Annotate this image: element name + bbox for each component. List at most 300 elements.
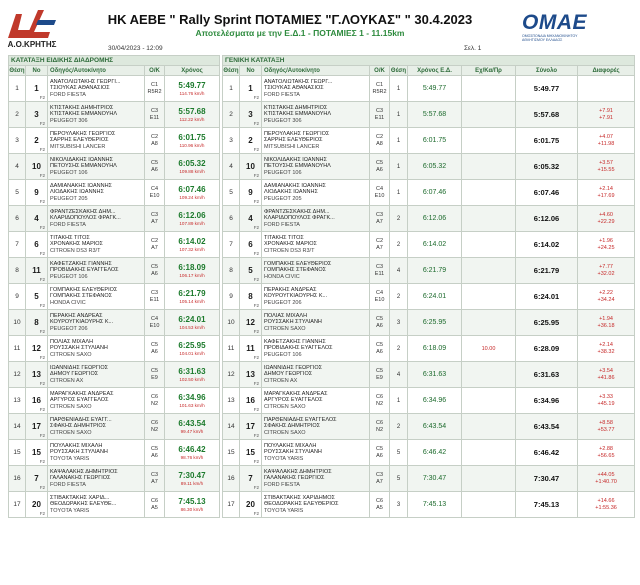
average-speed: 104.01 km/h bbox=[179, 350, 205, 356]
position-cell: 16 bbox=[223, 466, 240, 492]
codriver-name: ΘΕΟΔΩΡΑΚΗΣ ΕΛΕΥΘΕ... bbox=[50, 501, 117, 508]
codriver-name: ΔΗΜΟΥ ΓΕΩΡΓΙΟΣ bbox=[264, 371, 313, 378]
class-label: F2 bbox=[253, 173, 259, 178]
group-class-cell bbox=[145, 336, 165, 362]
group-class-cell bbox=[145, 180, 165, 206]
crew-cell bbox=[262, 154, 370, 180]
codriver-name: ΧΡΟΝΑΚΗΣ ΜΑΡΙΟΣ bbox=[264, 241, 317, 248]
group-class-cell bbox=[370, 466, 390, 492]
class-code: A8 bbox=[376, 140, 383, 147]
codriver-name: ΠΡΟΒΙΔΑΚΗΣ ΕΥΑΓΓΕΛΟΣ bbox=[264, 345, 333, 352]
col-header: Νο bbox=[26, 66, 48, 76]
position-cell: 3 bbox=[9, 128, 26, 154]
average-speed: 109.24 km/h bbox=[179, 194, 205, 200]
stage-time-cell bbox=[165, 310, 220, 336]
diff-leader: +45.19 bbox=[597, 400, 615, 407]
position-cell: 6 bbox=[223, 206, 240, 232]
class-label: F2 bbox=[39, 329, 45, 334]
stage-time-cell bbox=[165, 128, 220, 154]
class-code: N2 bbox=[375, 400, 384, 407]
class-code: A7 bbox=[376, 244, 383, 251]
car-number: 13 bbox=[246, 370, 255, 379]
group-class-cell bbox=[370, 492, 390, 518]
driver-name: ΠΕΡΟΥΛΑΚΗΣ ΓΕΩΡΓΙΟΣ bbox=[264, 130, 330, 137]
stage-time-cell bbox=[165, 232, 220, 258]
car-number: 15 bbox=[32, 448, 41, 457]
average-speed: 86.30 km/h bbox=[180, 506, 204, 512]
car-number: 12 bbox=[246, 318, 255, 327]
group-code: C4 bbox=[375, 185, 384, 192]
col-header: Θέση bbox=[9, 67, 25, 74]
diff-leader: +1:55.36 bbox=[595, 504, 617, 511]
table-row bbox=[223, 284, 635, 310]
car-model: FORD FIESTA bbox=[50, 481, 86, 488]
stage-time-cell bbox=[165, 258, 220, 284]
differences-cell bbox=[578, 128, 635, 154]
group-code: C4 bbox=[150, 185, 159, 192]
crew-cell bbox=[262, 466, 370, 492]
stage-time-cell: 5:49.77 bbox=[408, 76, 462, 102]
class-position-cell: 5 bbox=[390, 466, 408, 492]
penalty-cell bbox=[462, 414, 516, 440]
class-label: F2 bbox=[253, 199, 259, 204]
group-code: C5 bbox=[150, 341, 159, 348]
penalty-cell bbox=[462, 206, 516, 232]
crew-cell bbox=[262, 258, 370, 284]
group-code: C5 bbox=[150, 445, 159, 452]
position-cell: 8 bbox=[9, 258, 26, 284]
stage-time: 6:43.54 bbox=[178, 418, 206, 428]
group-class-cell bbox=[370, 258, 390, 284]
driver-name: ΙΩΑΝΝΙΔΗΣ ΓΕΩΡΓΙΟΣ bbox=[264, 364, 323, 371]
table-row bbox=[9, 128, 220, 154]
position-cell: 15 bbox=[223, 440, 240, 466]
driver-name: ΠΑΡΘΕΝΙΑΔΗΣ ΕΥΑΓΓ... bbox=[50, 416, 112, 423]
class-label: F2 bbox=[253, 355, 259, 360]
stage-time-cell: 6:46.42 bbox=[408, 440, 462, 466]
position-cell: 12 bbox=[9, 362, 26, 388]
position-cell: 8 bbox=[223, 258, 240, 284]
class-label: F2 bbox=[39, 355, 45, 360]
class-code: A6 bbox=[151, 348, 158, 355]
codriver-name: ΓΑΛΑΝΑΚΗΣ ΓΕΩΡΓΙΟΣ bbox=[264, 475, 325, 482]
driver-name: ΤΙΤΑΚΗΣ ΤΙΤΟΣ bbox=[264, 234, 304, 241]
group-class-cell bbox=[145, 388, 165, 414]
differences-cell bbox=[578, 440, 635, 466]
group-code: C5 bbox=[150, 367, 159, 374]
car-number-cell bbox=[240, 180, 262, 206]
driver-name: ΠΕΡΟΥΛΑΚΗΣ ΓΕΩΡΓΙΟΣ bbox=[50, 130, 116, 137]
car-model: PEUGEOT 106 bbox=[50, 169, 88, 176]
differences-cell bbox=[578, 232, 635, 258]
crew-cell bbox=[48, 284, 145, 310]
position-cell: 10 bbox=[223, 310, 240, 336]
class-code: N2 bbox=[150, 426, 159, 433]
codriver-name: ΣΑΡΡΗΣ ΕΛΕΥΘΕΡΙΟΣ bbox=[264, 137, 323, 144]
page-subtitle: Αποτελέσματα με την Ε.Δ.1 - ΠΟΤΑΜΙΕΣ 1 - 11.15km bbox=[195, 28, 405, 38]
car-number-cell bbox=[240, 414, 262, 440]
group-code: C4 bbox=[150, 315, 159, 322]
group-code: C1 bbox=[150, 81, 159, 88]
class-label: F2 bbox=[39, 381, 45, 386]
group-code: C5 bbox=[375, 315, 384, 322]
car-model: PEUGEOT 206 bbox=[50, 325, 88, 332]
print-datetime: 30/04/2023 - 12:09 bbox=[108, 45, 163, 52]
codriver-name: ΛΙΟΔΑΚΗΣ ΙΩΑΝΝΗΣ bbox=[264, 189, 318, 196]
class-code: E10 bbox=[149, 322, 160, 329]
stage-time: 6:31.63 bbox=[178, 366, 206, 376]
car-model: PEUGEOT 206 bbox=[264, 299, 302, 306]
total-time-cell: 7:45.13 bbox=[516, 492, 578, 518]
group-code: C3 bbox=[375, 211, 384, 218]
crew-cell bbox=[48, 76, 145, 102]
table-row bbox=[9, 154, 220, 180]
car-number: 9 bbox=[248, 188, 253, 197]
group-code: C6 bbox=[375, 497, 384, 504]
car-number: 16 bbox=[32, 396, 41, 405]
diff-previous: +2.22 bbox=[599, 289, 613, 296]
table-row bbox=[9, 466, 220, 492]
group-class-cell bbox=[370, 76, 390, 102]
class-position-cell: 4 bbox=[390, 362, 408, 388]
car-model: CITROEN AX bbox=[264, 377, 298, 384]
stage-time: 6:05.32 bbox=[178, 158, 206, 168]
group-class-cell bbox=[145, 76, 165, 102]
group-class-cell bbox=[370, 180, 390, 206]
stage-time: 6:24.01 bbox=[178, 314, 206, 324]
group-code: C6 bbox=[150, 497, 159, 504]
total-time-cell: 6:43.54 bbox=[516, 414, 578, 440]
differences-cell bbox=[578, 154, 635, 180]
col-header: Οδηγός/Αυτοκίνητο bbox=[262, 66, 370, 76]
car-model: FORD FIESTA bbox=[264, 91, 300, 98]
car-number: 5 bbox=[34, 292, 39, 301]
position-cell: 16 bbox=[9, 466, 26, 492]
average-speed: 102.50 km/h bbox=[179, 376, 205, 382]
car-number: 6 bbox=[34, 240, 39, 249]
stage-time-cell: 7:45.13 bbox=[408, 492, 462, 518]
crew-cell bbox=[48, 388, 145, 414]
group-code: C3 bbox=[375, 263, 384, 270]
crew-cell bbox=[262, 180, 370, 206]
crew-cell bbox=[262, 310, 370, 336]
class-label: F2 bbox=[39, 95, 45, 100]
penalty-cell bbox=[462, 466, 516, 492]
car-number: 15 bbox=[246, 448, 255, 457]
total-time-cell: 7:30.47 bbox=[516, 466, 578, 492]
codriver-name: ΑΡΓΥΡΟΣ ΕΥΑΓΓΕΛΟΣ bbox=[50, 397, 109, 404]
stage-time-cell bbox=[165, 102, 220, 128]
diff-previous: +2.88 bbox=[599, 445, 613, 452]
class-label: F2 bbox=[253, 277, 259, 282]
car-number: 10 bbox=[32, 162, 41, 171]
class-position-cell: 2 bbox=[390, 284, 408, 310]
col-header: Θέση bbox=[390, 67, 407, 74]
crew-cell bbox=[262, 492, 370, 518]
driver-name: ΚΤΙΣΤΑΚΗΣ ΔΗΜΗΤΡΙΟΣ bbox=[264, 104, 328, 111]
group-code: C2 bbox=[375, 237, 384, 244]
codriver-name: ΤΣΙΟΥΚΑΣ ΑΘΑΝΑΣΙΟΣ bbox=[50, 85, 110, 92]
diff-leader: +17.69 bbox=[597, 192, 615, 199]
differences-cell bbox=[578, 284, 635, 310]
group-code: C5 bbox=[375, 367, 384, 374]
class-code: N2 bbox=[375, 426, 384, 433]
average-speed: 106.17 km/h bbox=[179, 272, 205, 278]
codriver-name: ΚΛΑΡΙΔΟΠΟΥΛΟΣ ΦΡΑΓΚ... bbox=[50, 215, 121, 222]
position-cell: 4 bbox=[223, 154, 240, 180]
stage-time-cell bbox=[165, 388, 220, 414]
car-number-cell bbox=[26, 206, 48, 232]
average-speed: 114.76 km/h bbox=[179, 90, 205, 96]
class-code: R5R2 bbox=[147, 88, 162, 95]
class-code: A7 bbox=[376, 478, 383, 485]
class-label: F2 bbox=[39, 485, 45, 490]
table-row bbox=[223, 414, 635, 440]
car-model: FORD FIESTA bbox=[264, 481, 300, 488]
position-cell: 11 bbox=[9, 336, 26, 362]
table-row bbox=[223, 258, 635, 284]
average-speed: 110.96 km/h bbox=[179, 142, 205, 148]
results-header bbox=[0, 0, 640, 56]
group-class-cell bbox=[370, 414, 390, 440]
stage-time: 6:18.09 bbox=[178, 262, 206, 272]
club-logo bbox=[4, 8, 56, 48]
car-model: CITROEN SAXO bbox=[50, 429, 92, 436]
total-time-cell: 6:31.63 bbox=[516, 362, 578, 388]
car-number-cell bbox=[240, 388, 262, 414]
table-row bbox=[223, 362, 635, 388]
car-number: 3 bbox=[248, 110, 253, 119]
position-cell: 1 bbox=[223, 76, 240, 102]
penalty-cell bbox=[462, 180, 516, 206]
table-row bbox=[9, 76, 220, 102]
class-code: E11 bbox=[149, 114, 160, 121]
average-speed: 104.53 km/h bbox=[179, 324, 205, 330]
class-position-cell: 2 bbox=[390, 232, 408, 258]
group-class-cell bbox=[370, 362, 390, 388]
class-position-cell: 4 bbox=[390, 258, 408, 284]
position-cell: 2 bbox=[223, 102, 240, 128]
crew-cell bbox=[262, 388, 370, 414]
driver-name: ΜΑΡΑΓΚΑΚΗΣ ΑΝΔΡΕΑΣ bbox=[264, 390, 328, 397]
codriver-name: ΧΡΟΝΑΚΗΣ ΜΑΡΙΟΣ bbox=[50, 241, 103, 248]
car-model: FORD FIESTA bbox=[50, 91, 86, 98]
position-cell: 6 bbox=[9, 206, 26, 232]
class-position-cell: 1 bbox=[390, 128, 408, 154]
group-code: C5 bbox=[150, 159, 159, 166]
class-code: A7 bbox=[151, 478, 158, 485]
class-code: A7 bbox=[151, 218, 158, 225]
penalty-cell bbox=[462, 128, 516, 154]
table-row bbox=[9, 258, 220, 284]
driver-name: ΙΩΑΝΝΙΔΗΣ ΓΕΩΡΓΙΟΣ bbox=[50, 364, 109, 371]
stage-time-cell bbox=[165, 336, 220, 362]
table-row bbox=[223, 102, 635, 128]
car-number-cell bbox=[26, 362, 48, 388]
position-cell: 14 bbox=[223, 414, 240, 440]
car-number-cell bbox=[26, 154, 48, 180]
car-number: 8 bbox=[248, 292, 253, 301]
car-number-cell bbox=[26, 232, 48, 258]
class-position-cell: 2 bbox=[390, 336, 408, 362]
car-number-cell bbox=[26, 102, 48, 128]
group-class-cell bbox=[145, 258, 165, 284]
diff-leader: +56.65 bbox=[597, 452, 615, 459]
group-code: C6 bbox=[375, 419, 384, 426]
car-number-cell bbox=[240, 76, 262, 102]
class-label: F2 bbox=[39, 251, 45, 256]
col-header: Χρόνος Ε.Δ. bbox=[408, 66, 462, 76]
group-class-cell bbox=[370, 232, 390, 258]
car-number-cell bbox=[26, 440, 48, 466]
car-number-cell bbox=[240, 284, 262, 310]
group-code: C5 bbox=[375, 159, 384, 166]
class-label: F2 bbox=[253, 407, 259, 412]
total-time-cell: 6:34.96 bbox=[516, 388, 578, 414]
position-cell: 7 bbox=[9, 232, 26, 258]
diff-previous: +3.54 bbox=[599, 367, 613, 374]
diff-previous: +1.96 bbox=[599, 237, 613, 244]
group-class-cell bbox=[370, 310, 390, 336]
group-code: C5 bbox=[150, 263, 159, 270]
car-model: PEUGEOT 306 bbox=[50, 117, 88, 124]
stage-time: 7:45.13 bbox=[178, 496, 206, 506]
class-code: E11 bbox=[374, 114, 385, 121]
diff-previous: +4.60 bbox=[599, 211, 613, 218]
diff-leader: +22.29 bbox=[597, 218, 615, 225]
driver-name: ΓΟΜΠΑΚΗΣ ΕΛΕΥΘΕΡΙΟΣ bbox=[264, 260, 332, 267]
stage-time-cell: 6:05.32 bbox=[408, 154, 462, 180]
car-model: PEUGEOT 205 bbox=[264, 195, 302, 202]
table-row bbox=[223, 154, 635, 180]
car-number-cell bbox=[240, 310, 262, 336]
driver-name: ΚΤΙΣΤΑΚΗΣ ΔΗΜΗΤΡΙΟΣ bbox=[50, 104, 114, 111]
federation-logo-subtitle: ΟΜΟΣΠΟΝΔΙΑ ΜΗΧΑΝΟΚΙΝΗΤΟΥ ΑΘΛΗΤΙΣΜΟΥ ΕΛΛΑΔΟΣ bbox=[522, 34, 578, 42]
total-time-cell: 5:57.68 bbox=[516, 102, 578, 128]
group-class-cell bbox=[145, 284, 165, 310]
car-model: PEUGEOT 106 bbox=[50, 273, 88, 280]
car-model: CITROEN DS3 R3/T bbox=[264, 247, 315, 254]
crew-cell bbox=[262, 206, 370, 232]
diff-previous: +2.14 bbox=[599, 185, 613, 192]
stage-time: 5:49.77 bbox=[178, 80, 206, 90]
car-number: 16 bbox=[246, 396, 255, 405]
table-row bbox=[9, 102, 220, 128]
table-row bbox=[223, 336, 635, 362]
car-number-cell bbox=[26, 466, 48, 492]
car-number: 8 bbox=[34, 318, 39, 327]
group-code: C5 bbox=[375, 341, 384, 348]
crew-cell bbox=[48, 258, 145, 284]
codriver-name: ΤΣΙΟΥΚΑΣ ΑΘΑΝΑΣΙΟΣ bbox=[264, 85, 324, 92]
stage-time-cell bbox=[165, 362, 220, 388]
class-code: A7 bbox=[376, 218, 383, 225]
codriver-name: ΣΦΑΚΗΣ ΔΗΜΗΤΡΙΟΣ bbox=[50, 423, 106, 430]
position-cell: 13 bbox=[9, 388, 26, 414]
codriver-name: ΚΛΑΡΙΔΟΠΟΥΛΟΣ ΦΡΑΓΚ... bbox=[264, 215, 335, 222]
diff-leader: +7.91 bbox=[599, 114, 613, 121]
position-cell: 15 bbox=[9, 440, 26, 466]
diff-previous: +1.94 bbox=[599, 315, 613, 322]
crew-cell bbox=[262, 362, 370, 388]
crew-cell bbox=[48, 414, 145, 440]
diff-leader: +34.24 bbox=[597, 296, 615, 303]
differences-cell bbox=[578, 310, 635, 336]
average-speed: 107.89 km/h bbox=[179, 220, 205, 226]
driver-name: ΔΑΜΙΑΝΑΚΗΣ ΙΩΑΝΝΗΣ bbox=[264, 182, 326, 189]
crew-cell bbox=[48, 232, 145, 258]
class-code: E10 bbox=[374, 296, 385, 303]
differences-cell bbox=[578, 258, 635, 284]
differences-cell bbox=[578, 180, 635, 206]
car-number: 10 bbox=[246, 162, 255, 171]
car-model: CITROEN SAXO bbox=[264, 429, 306, 436]
car-model: CITROEN SAXO bbox=[264, 325, 306, 332]
federation-logo-name: ΟΜΑΕ bbox=[522, 11, 587, 34]
crew-cell bbox=[262, 76, 370, 102]
table-row bbox=[223, 466, 635, 492]
stage-time-cell: 6:01.75 bbox=[408, 128, 462, 154]
driver-name: ΣΤΙΒΑΚΤΑΚΗΣ ΧΑΡΙΔΗΜΟΣ bbox=[264, 494, 335, 501]
class-label: F2 bbox=[253, 95, 259, 100]
position-cell: 4 bbox=[9, 154, 26, 180]
car-number-cell bbox=[240, 440, 262, 466]
stage-time-cell bbox=[165, 180, 220, 206]
car-number-cell bbox=[26, 336, 48, 362]
class-code: A6 bbox=[151, 166, 158, 173]
stage-time-cell bbox=[165, 414, 220, 440]
position-cell: 7 bbox=[223, 232, 240, 258]
table-row bbox=[9, 310, 220, 336]
car-number-cell bbox=[240, 492, 262, 518]
codriver-name: ΣΦΑΚΗΣ ΔΗΜΗΤΡΙΟΣ bbox=[264, 423, 320, 430]
position-cell: 17 bbox=[223, 492, 240, 518]
differences-cell bbox=[578, 206, 635, 232]
class-code: A6 bbox=[376, 348, 383, 355]
diff-leader: +11.98 bbox=[597, 140, 615, 147]
position-cell: 3 bbox=[223, 128, 240, 154]
car-number-cell bbox=[240, 336, 262, 362]
driver-name: ΠΕΡΑΚΗΣ ΑΝΔΡΕΑΣ bbox=[50, 312, 103, 319]
car-number: 13 bbox=[32, 370, 41, 379]
crew-cell bbox=[48, 154, 145, 180]
average-speed: 98.76 km/h bbox=[180, 454, 204, 460]
class-label: F2 bbox=[39, 459, 45, 464]
stage-time: 6:14.02 bbox=[178, 236, 206, 246]
total-time-cell: 6:25.95 bbox=[516, 310, 578, 336]
class-code: A5 bbox=[151, 504, 158, 511]
group-class-cell bbox=[370, 102, 390, 128]
position-cell: 1 bbox=[9, 76, 26, 102]
stage-time: 6:07.46 bbox=[178, 184, 206, 194]
codriver-name: ΡΟΥΣΣΑΚΗ ΣΤΥΛΙΑΝΗ bbox=[264, 449, 322, 456]
group-code: C2 bbox=[375, 133, 384, 140]
car-number: 17 bbox=[246, 422, 255, 431]
class-label: F2 bbox=[253, 251, 259, 256]
codriver-name: ΓΟΜΠΑΚΗΣ ΣΤΕΦΑΝΟΣ bbox=[50, 293, 113, 300]
table-row bbox=[9, 284, 220, 310]
differences-cell bbox=[578, 466, 635, 492]
car-model: TOYOTA YARIS bbox=[264, 507, 304, 514]
car-model: FORD FIESTA bbox=[264, 221, 300, 228]
total-time-cell: 6:24.01 bbox=[516, 284, 578, 310]
codriver-name: ΡΟΥΣΣΑΚΗ ΣΤΥΛΙΑΝΗ bbox=[50, 345, 108, 352]
average-speed: 112.22 km/h bbox=[179, 116, 205, 122]
total-time-cell: 6:28.09 bbox=[516, 336, 578, 362]
penalty-cell bbox=[462, 440, 516, 466]
crew-cell bbox=[48, 466, 145, 492]
car-number: 2 bbox=[248, 136, 253, 145]
